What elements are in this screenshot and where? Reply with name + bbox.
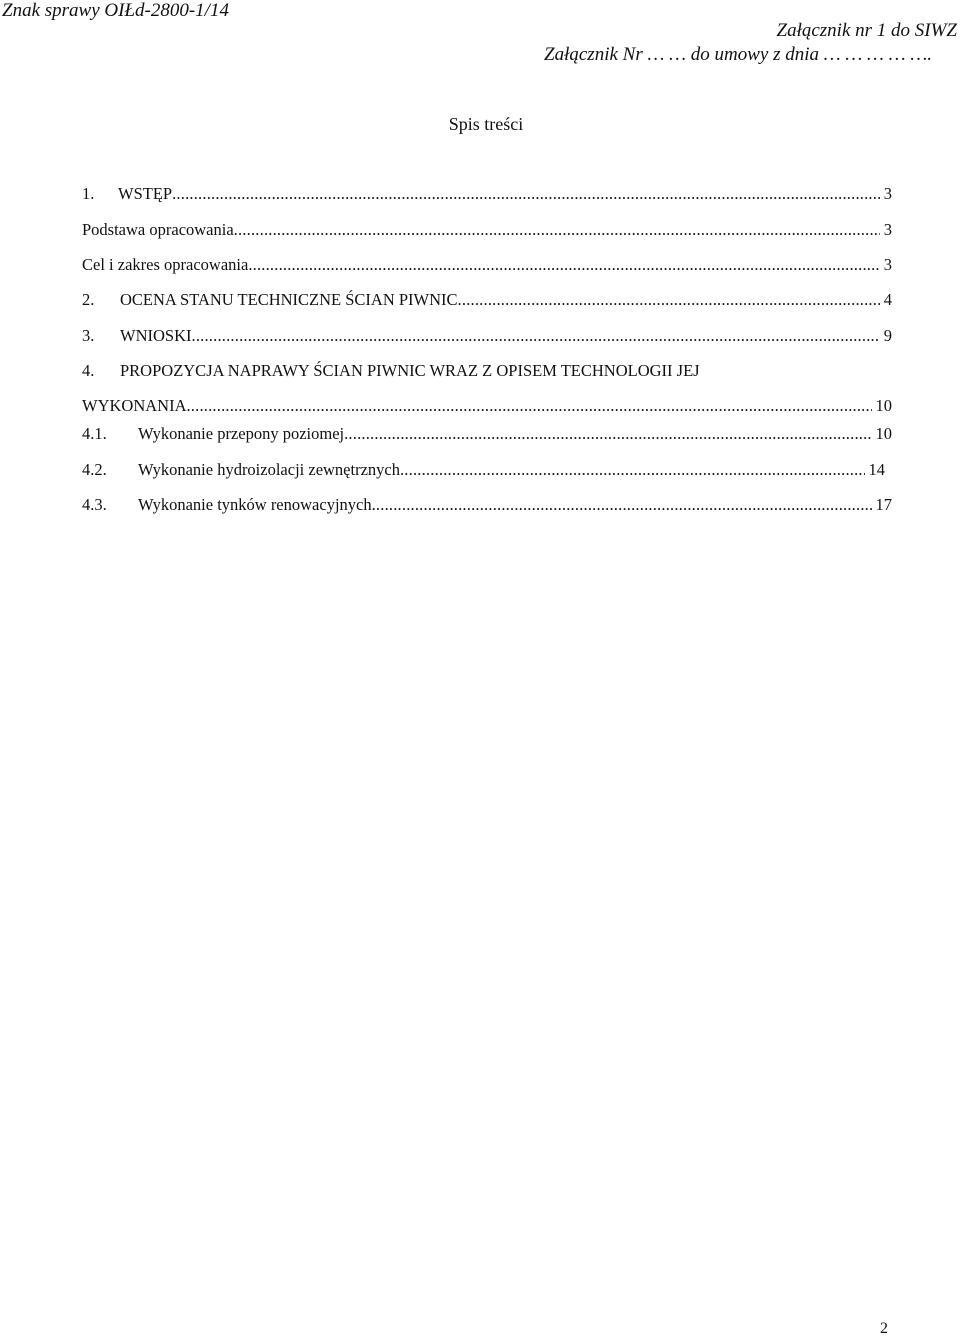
toc-entry-assessment[interactable] [82, 290, 892, 310]
toc-entry-page: 14 [868, 460, 885, 479]
toc-entry-page: 10 [875, 424, 892, 443]
toc-entry-number: 4.3. [82, 495, 107, 514]
toc-entry-title: Cel i zakres opracowania [82, 255, 249, 274]
toc-entry-title: Wykonanie przepony poziomej [138, 424, 345, 443]
toc-entry-title: WYKONANIA [82, 396, 187, 415]
toc-entry-title: Wykonanie tynków renowacyjnych [138, 495, 372, 514]
toc-dot-leader [400, 460, 865, 480]
toc-entry-title: Wykonanie hydroizolacji zewnętrznych [138, 460, 400, 479]
toc-title: Spis treści [448, 114, 524, 134]
toc-entry-page: 3 [883, 184, 892, 203]
toc-entry-title: WSTĘP [118, 184, 173, 203]
toc-entry-page: 3 [883, 220, 892, 239]
toc-entry-number: 3. [82, 326, 95, 345]
attachment-contract-label: Załącznik Nr … … do umowy z dnia … … … … …. [544, 44, 932, 65]
toc-entry-page: 17 [875, 495, 892, 514]
toc-dot-leader [192, 326, 880, 346]
toc-entry-intro[interactable] [82, 184, 892, 204]
toc-entry-horizontal-barrier[interactable] [82, 424, 892, 444]
toc-entry-page: 10 [875, 396, 892, 415]
toc-dot-leader [234, 220, 880, 240]
attachment-siwz-label: Załącznik nr 1 do SIWZ [776, 20, 957, 41]
toc-entry-scope[interactable] [82, 255, 892, 275]
page-number: 2 [880, 1320, 888, 1337]
toc-entry-conclusions[interactable] [82, 326, 892, 346]
toc-dot-leader [344, 424, 871, 444]
toc-entry-title: WNIOSKI [120, 326, 192, 345]
toc-entry-number: 4.1. [82, 424, 107, 443]
toc-dot-leader [186, 396, 871, 416]
toc-entry-number: 2. [82, 290, 95, 309]
toc-entry-title: Podstawa opracowania [82, 220, 234, 239]
toc-entry-repair-proposal-continued[interactable] [82, 396, 892, 416]
toc-dot-leader [458, 290, 880, 310]
case-number: Znak sprawy OIŁd-2800-1/14 [2, 0, 229, 21]
toc-dot-leader [172, 184, 880, 204]
toc-entry-number: 4. [82, 361, 95, 380]
toc-entry-number: 4.2. [82, 460, 107, 479]
toc-entry-page: 9 [883, 326, 892, 345]
toc-entry-page: 4 [883, 290, 892, 309]
toc-entry-title: PROPOZYCJA NAPRAWY ŚCIAN PIWNIC WRAZ Z OPISEM TECHNOLOGII JEJ [120, 361, 700, 380]
toc-entry-number: 1. [82, 184, 95, 203]
toc-entry-title: OCENA STANU TECHNICZNE ŚCIAN PIWNIC [120, 290, 458, 309]
toc-entry-external-waterproofing[interactable] [82, 460, 885, 480]
toc-entry-basis[interactable] [82, 220, 892, 240]
toc-dot-leader [248, 255, 879, 275]
toc-dot-leader [372, 495, 872, 515]
toc-entry-repair-proposal[interactable] [82, 361, 892, 381]
toc-entry-renovation-plaster[interactable] [82, 495, 892, 515]
toc-entry-page: 3 [883, 255, 892, 274]
